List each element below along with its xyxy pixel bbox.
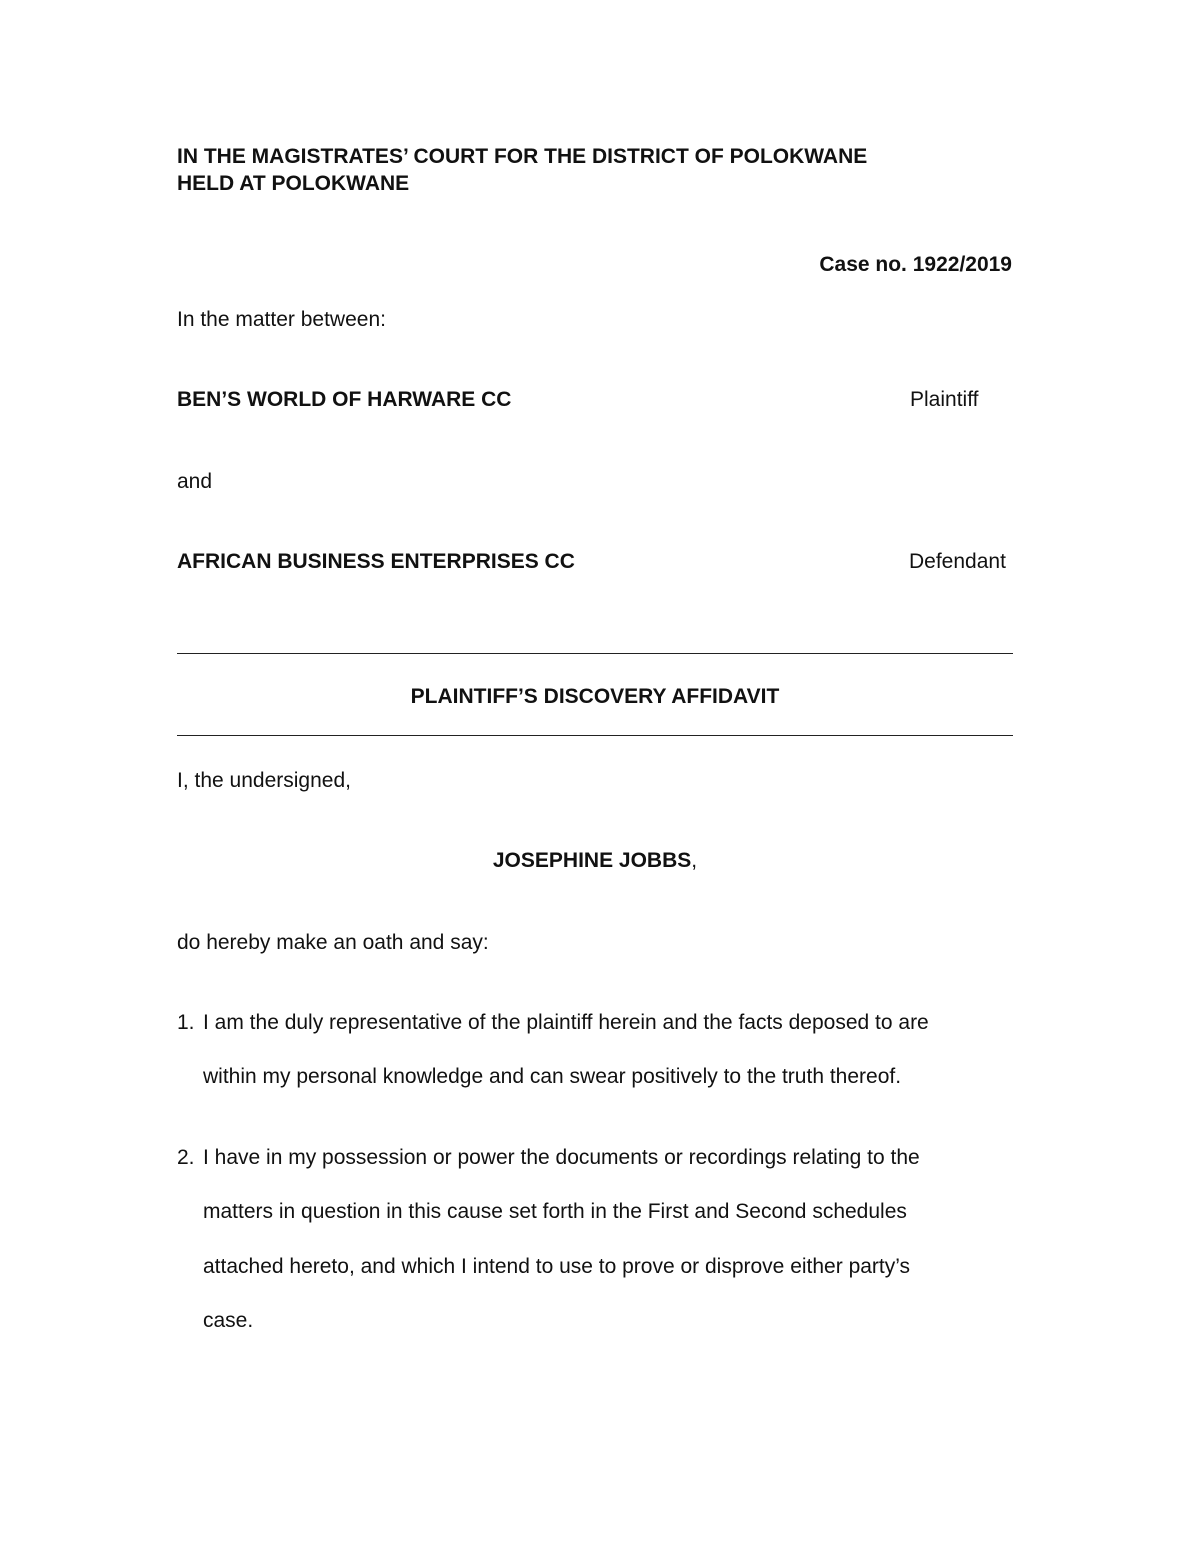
deponent-name: JOSEPHINE JOBBS bbox=[492, 849, 692, 872]
paragraph-line: attached hereto, and which I intend to use to prove or disprove either party’s bbox=[203, 1255, 911, 1278]
party-conjunction: and bbox=[177, 470, 213, 493]
paragraph-number: 2. bbox=[177, 1146, 195, 1169]
matter-intro: In the matter between: bbox=[177, 308, 386, 331]
defendant-name: AFRICAN BUSINESS ENTERPRISES CC bbox=[177, 550, 575, 573]
paragraph-line: within my personal knowledge and can swear positively to the truth thereof. bbox=[203, 1065, 902, 1088]
paragraph-number: 1. bbox=[177, 1011, 195, 1034]
paragraph-line: I am the duly representative of the plaintiff herein and the facts deposed to are bbox=[203, 1011, 929, 1034]
plaintiff-name: BEN’S WORLD OF HARWARE CC bbox=[177, 388, 512, 411]
document-title: PLAINTIFF’S DISCOVERY AFFIDAVIT bbox=[410, 685, 780, 708]
title-top-rule bbox=[177, 653, 1013, 654]
paragraph-line: matters in question in this cause set forth in the First and Second schedules bbox=[203, 1200, 907, 1223]
paragraph-line: case. bbox=[203, 1309, 254, 1332]
deponent-intro: I, the undersigned, bbox=[177, 769, 351, 792]
plaintiff-role: Plaintiff bbox=[910, 388, 979, 411]
oath-statement: do hereby make an oath and say: bbox=[177, 931, 489, 954]
paragraph-line: I have in my possession or power the documents or recordings relating to the bbox=[203, 1146, 920, 1169]
court-heading-line1: IN THE MAGISTRATES’ COURT FOR THE DISTRICT OF POLOKWANE bbox=[177, 145, 868, 168]
deponent-name-suffix: , bbox=[691, 849, 698, 872]
deponent-name-line bbox=[177, 847, 1013, 874]
title-bottom-rule bbox=[177, 735, 1013, 736]
case-number: Case no. 1922/2019 bbox=[819, 253, 1012, 276]
court-heading-line2: HELD AT POLOKWANE bbox=[177, 172, 410, 195]
defendant-role: Defendant bbox=[909, 550, 1006, 573]
